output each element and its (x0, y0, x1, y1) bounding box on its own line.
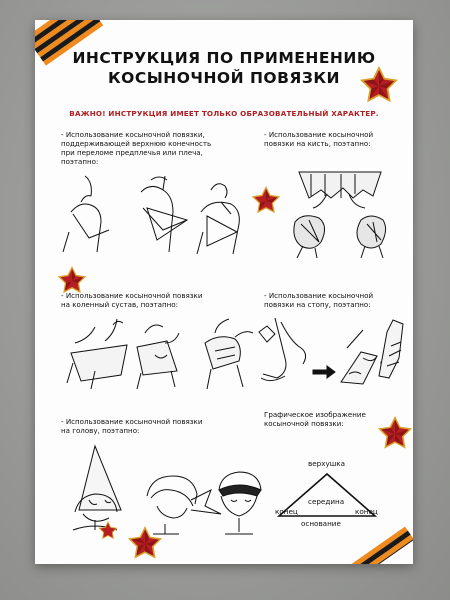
caption-graphic: Графическое изображение косыночной повязки: (264, 410, 366, 428)
star-icon (125, 524, 165, 564)
illustration-knee-steps (65, 313, 265, 393)
star-icon (97, 520, 119, 542)
illustration-arm-steps (51, 172, 251, 260)
label-left-end: конец (275, 507, 298, 516)
title-line-2: КОСЫНОЧНОЙ ПОВЯЗКИ (107, 69, 341, 87)
label-right-end: конец (355, 507, 378, 516)
illustration-hand-steps (289, 164, 399, 260)
illustration-foot-steps (255, 312, 405, 398)
caption-knee: - Использование косыночной повязки на коленный сустав, поэтапно: (61, 291, 203, 309)
title-line-1: ИНСТРУКЦИЯ ПО ПРИМЕНЕНИЮ (72, 49, 376, 67)
label-top: верхушка (308, 459, 346, 468)
star-icon (357, 64, 401, 108)
label-middle: середина (308, 497, 345, 506)
caption-arm: - Использование косыночной повязки, поддерживающей верхнюю конечность при переломе предплечья или плеча, поэтапно: (61, 130, 212, 166)
instruction-sheet (35, 20, 413, 564)
caption-head: - Использование косыночной повязки на голову, поэтапно: (61, 417, 203, 435)
label-base: основание (301, 519, 341, 528)
caption-foot: - Использование косыночной повязки на стопу, поэтапно: (264, 291, 374, 309)
warning-text: ВАЖНО! ИНСТРУКЦИЯ ИМЕЕТ ТОЛЬКО ОБРАЗОВАТЕЛЬНЫЙ ХАРАКТЕР. (69, 109, 379, 118)
caption-hand: - Использование косыночной повязки на кисть, поэтапно: (264, 130, 374, 148)
star-icon (375, 414, 413, 454)
star-icon (249, 184, 283, 218)
